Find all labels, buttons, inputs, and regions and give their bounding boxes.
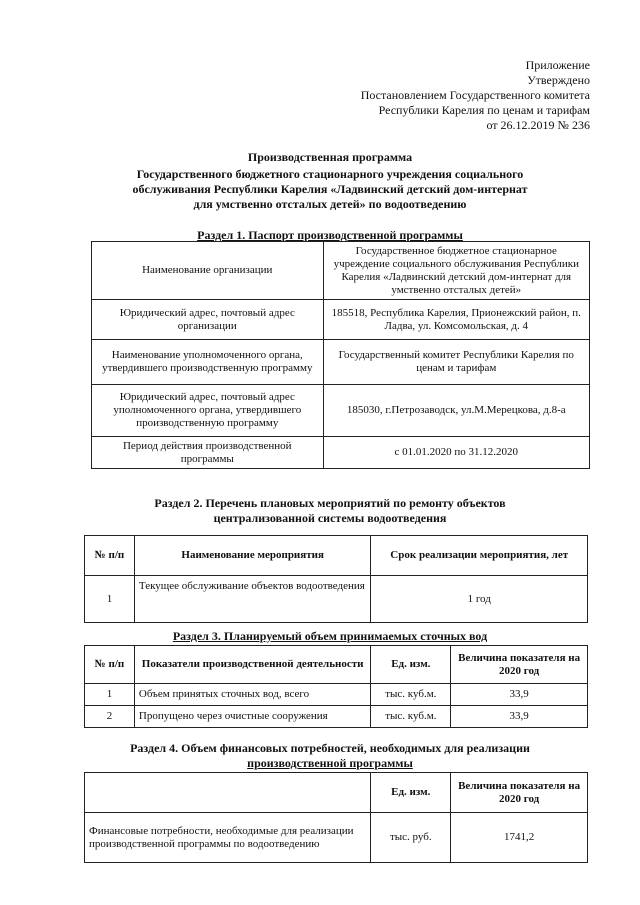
- table-header-row: [85, 773, 588, 813]
- title-line: обслуживания Республики Карелия «Ладвинский детский дом-интернат: [132, 182, 528, 196]
- column-header: Показатели производственной деятельности: [134, 646, 371, 684]
- column-header: Срок реализации мероприятия, лет: [371, 536, 588, 576]
- financial-needs-table: [84, 772, 588, 863]
- column-header: Величина показателя на 2020 год: [451, 646, 588, 684]
- approval-line: Постановлением Государственного комитета: [360, 88, 590, 102]
- column-header: Наименование мероприятия: [134, 536, 371, 576]
- table-row: [85, 576, 588, 623]
- approval-line: Республики Карелия по ценам и тарифам: [378, 103, 590, 117]
- table-row: [92, 385, 590, 437]
- wastewater-volume-table: [84, 645, 588, 728]
- row-number: 1: [85, 576, 135, 623]
- table-row: [85, 706, 588, 728]
- passport-value: с 01.01.2020 по 31.12.2020: [323, 437, 589, 469]
- table-row: [92, 242, 590, 300]
- title-line: Государственного бюджетного стационарного учреждения социального: [136, 167, 524, 181]
- passport-value: 185518, Республика Карелия, Прионежский район, п. Ладва, ул. Комсомольская, д. 4: [323, 300, 589, 340]
- section4-heading: Раздел 4. Объем финансовых потребностей, необходимых для реализации производственной программы: [130, 741, 530, 770]
- row-number: 1: [85, 684, 135, 706]
- passport-label: Период действия производственной программы: [92, 437, 324, 469]
- passport-value: Государственный комитет Республики Карелия по ценам и тарифам: [323, 340, 589, 385]
- passport-label: Юридический адрес, почтовый адрес уполномоченного органа, утвердившего производственную программу: [92, 385, 324, 437]
- title-line: Производственная программа: [247, 150, 413, 164]
- passport-value: Государственное бюджетное стационарное учреждение социального обслуживания Республики Карелия «Ладвинский детский дом-интернат для умственно отсталых детей»: [323, 242, 589, 300]
- passport-value: 185030, г.Петрозаводск, ул.М.Мерецкова, д.8-а: [323, 385, 589, 437]
- table-row: [92, 340, 590, 385]
- passport-label: Наименование организации: [92, 242, 324, 300]
- table-row: [85, 684, 588, 706]
- approval-line: Приложение: [525, 58, 590, 72]
- column-header: Величина показателя на 2020 год: [451, 773, 588, 813]
- table-row: [85, 813, 588, 863]
- document-title: [60, 150, 600, 212]
- column-header: Ед. изм.: [371, 773, 451, 813]
- section1-heading: Раздел 1. Паспорт производственной программы: [197, 228, 463, 242]
- column-header: № п/п: [85, 536, 135, 576]
- table-header-row: [85, 646, 588, 684]
- approval-line: Утверждено: [527, 73, 590, 87]
- table-row: [92, 300, 590, 340]
- financial-item-value: 1741,2: [451, 813, 588, 863]
- financial-item-name: Финансовые потребности, необходимые для реализации производственной программы по водоотведению: [85, 813, 371, 863]
- column-header: [85, 773, 371, 813]
- passport-label: Юридический адрес, почтовый адрес организации: [92, 300, 324, 340]
- approval-line: от 26.12.2019 № 236: [486, 118, 590, 132]
- column-header: Ед. изм.: [371, 646, 451, 684]
- indicator-unit: тыс. куб.м.: [371, 684, 451, 706]
- indicator-unit: тыс. куб.м.: [371, 706, 451, 728]
- column-header: № п/п: [85, 646, 135, 684]
- measure-term: 1 год: [371, 576, 588, 623]
- approval-block: [361, 58, 590, 133]
- table-row: [92, 437, 590, 469]
- indicator-name: Пропущено через очистные сооружения: [134, 706, 371, 728]
- passport-table: [91, 241, 590, 469]
- measure-name: Текущее обслуживание объектов водоотведения: [134, 576, 371, 623]
- title-line: для умственно отсталых детей» по водоотведению: [193, 197, 467, 211]
- section3-heading: Раздел 3. Планируемый объем принимаемых сточных вод: [172, 629, 488, 643]
- table-header-row: [85, 536, 588, 576]
- section2-heading: Раздел 2. Перечень плановых мероприятий по ремонту объектов централизованной системы водоотведения: [154, 496, 506, 525]
- indicator-name: Объем принятых сточных вод, всего: [134, 684, 371, 706]
- repair-measures-table: [84, 535, 588, 623]
- indicator-value: 33,9: [451, 684, 588, 706]
- financial-item-unit: тыс. руб.: [371, 813, 451, 863]
- indicator-value: 33,9: [451, 706, 588, 728]
- passport-label: Наименование уполномоченного органа, утвердившего производственную программу: [92, 340, 324, 385]
- row-number: 2: [85, 706, 135, 728]
